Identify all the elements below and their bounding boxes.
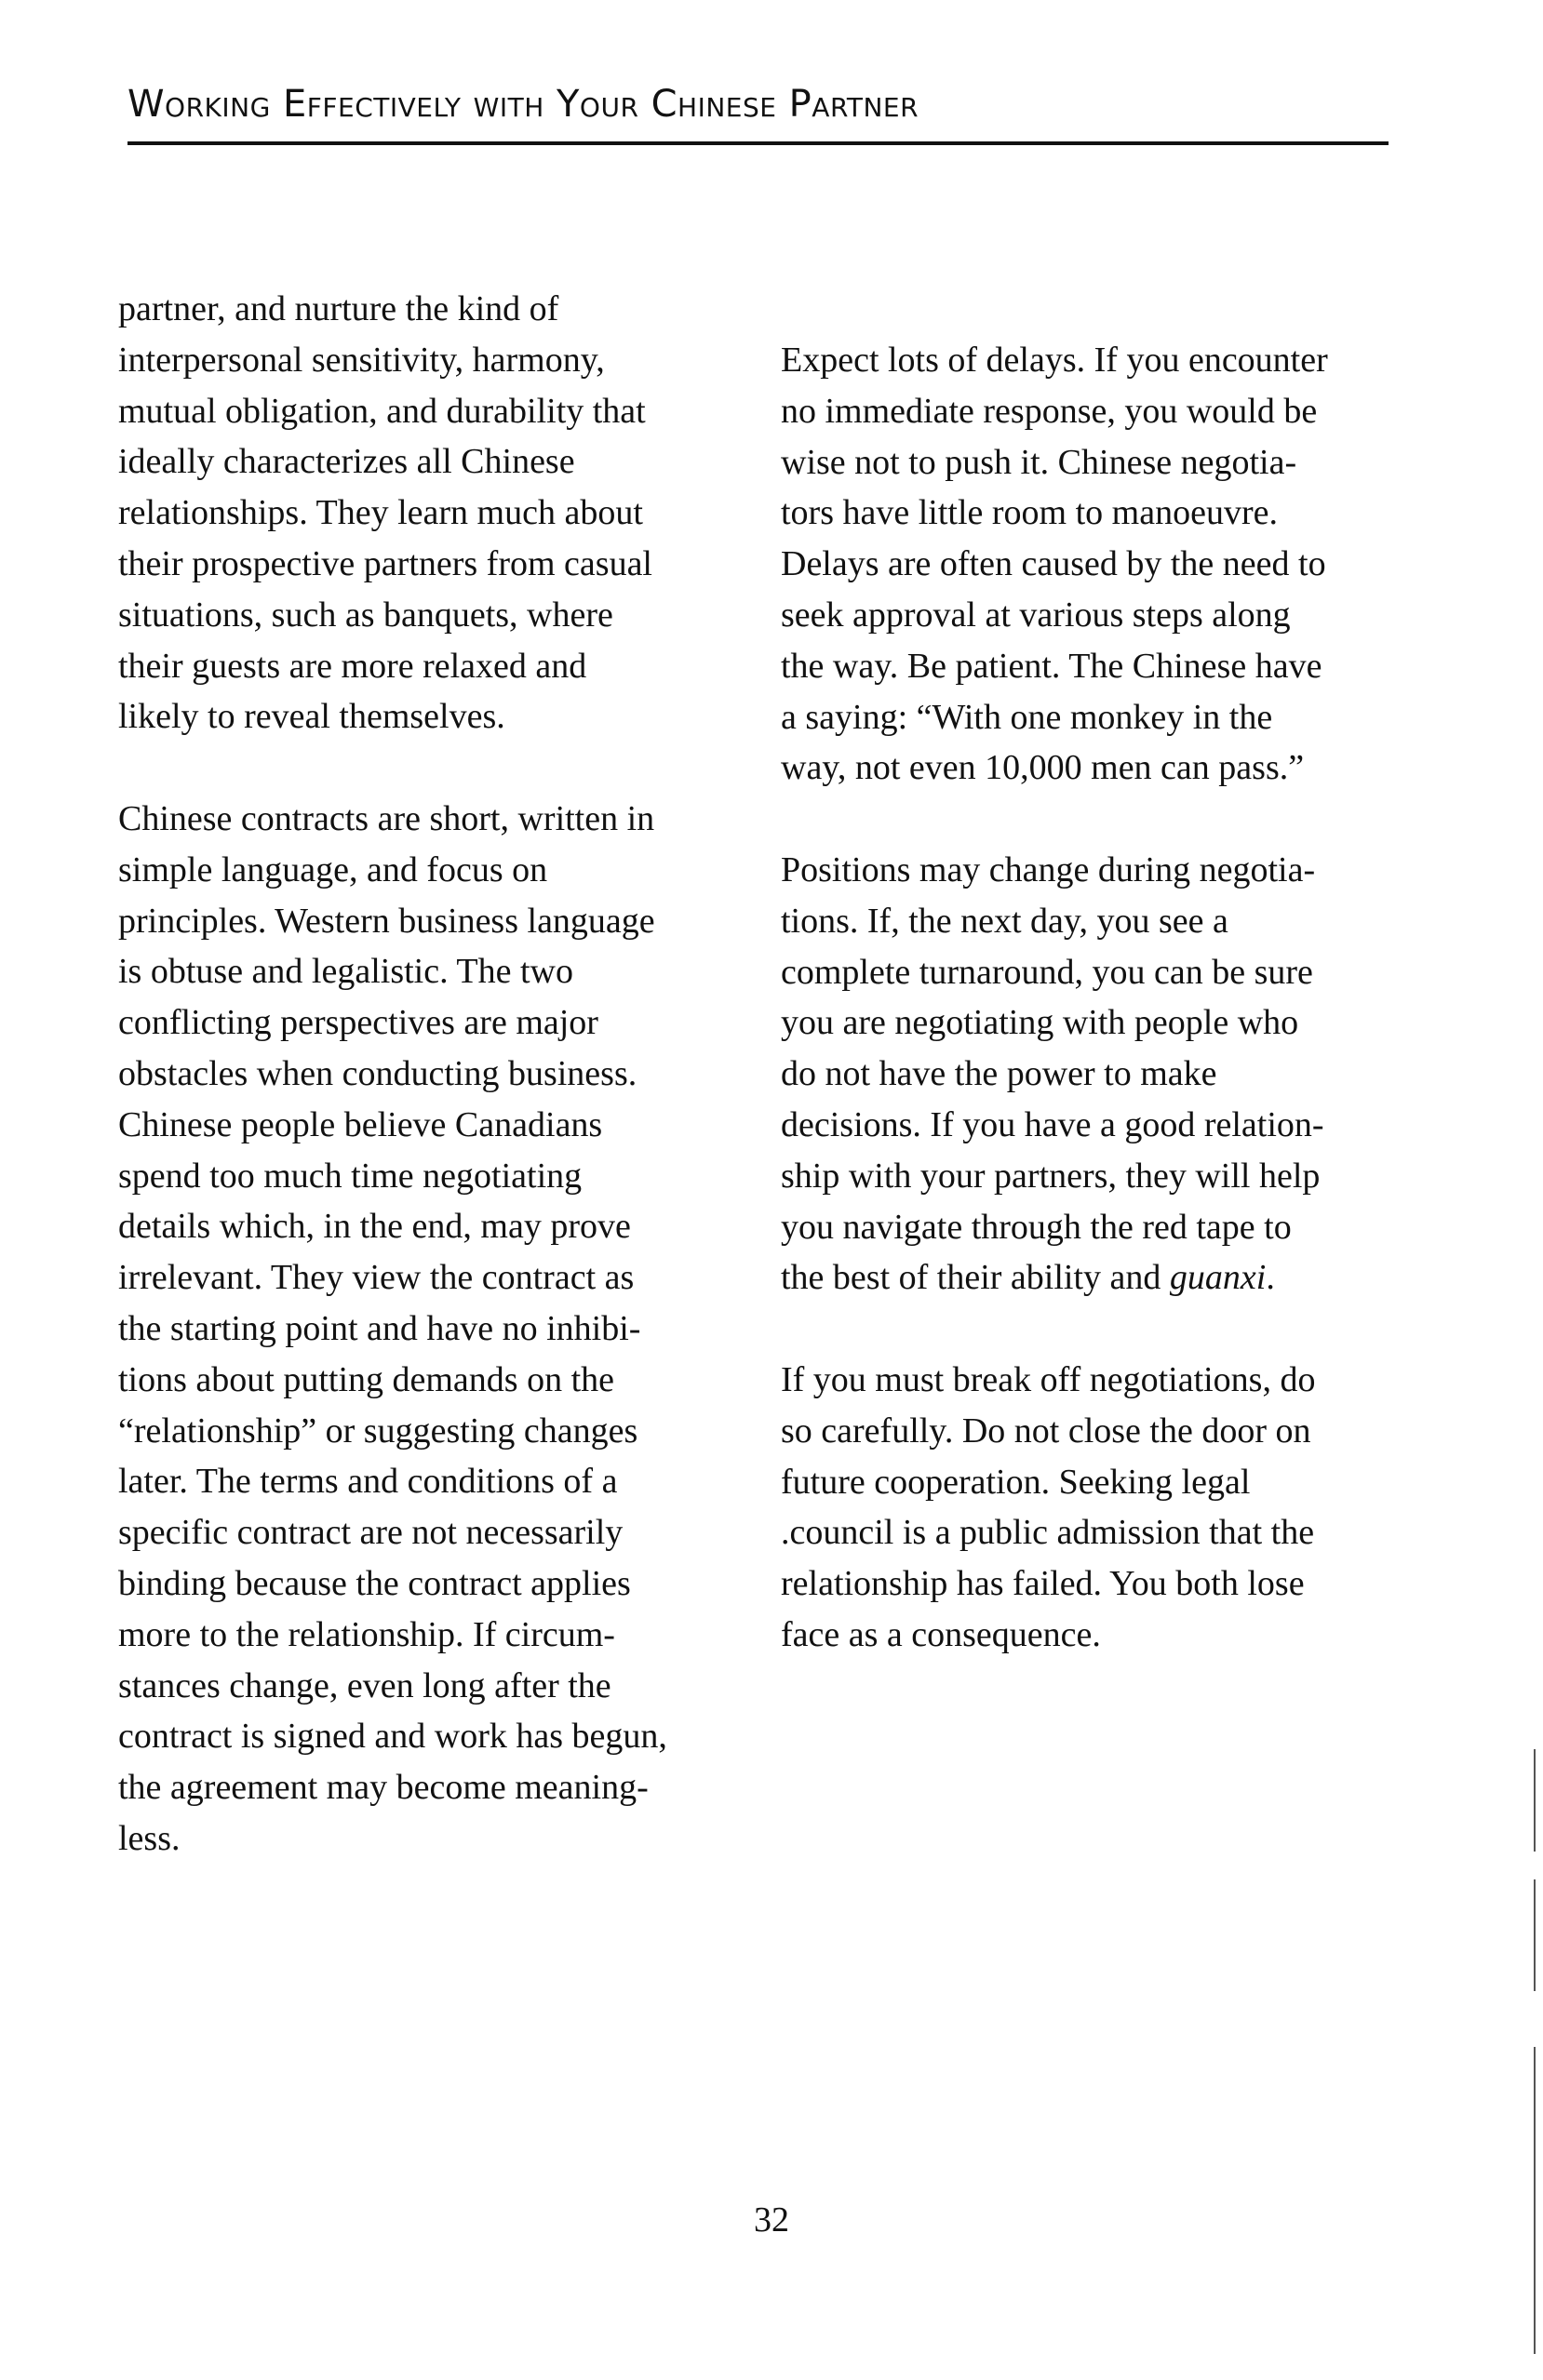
header-rule [127, 141, 1389, 145]
text-line: Expect lots of delays. If you encounter [781, 341, 1328, 380]
text-line: seek approval at various steps along [781, 595, 1291, 635]
text-line: mutual obligation, and durability that [118, 391, 646, 431]
text-line: tions about putting demands on the [118, 1359, 615, 1399]
text-line: face as a consequence. [781, 1614, 1101, 1654]
text-line: way, not even 10,000 men can pass.” [781, 748, 1305, 788]
text-line: complete turnaround, you can be sure [781, 952, 1313, 992]
text-line: tions. If, the next day, you see a [781, 901, 1228, 941]
text-line: no immediate response, you would be [781, 391, 1318, 431]
text-line: a saying: “With one monkey in the [781, 697, 1273, 737]
text-line: so carefully. Do not close the door on [781, 1411, 1311, 1451]
text-line: relationship has failed. You both lose [781, 1564, 1305, 1604]
text-line: Chinese people believe Canadians [118, 1104, 603, 1144]
text-line: irrelevant. They view the contract as [118, 1258, 635, 1298]
text-line: If you must break off negotiations, do [781, 1359, 1316, 1399]
text-line: wise not to push it. Chinese negotia- [781, 442, 1297, 482]
text-line: contract is signed and work has begun, [118, 1717, 667, 1757]
text-line: you are negotiating with people who [781, 1003, 1299, 1043]
running-header: Working Effectively with Your Chinese Partner [127, 83, 919, 126]
italic-term-guanxi: guanxi [1169, 1258, 1267, 1298]
text-line: stances change, even long after the [118, 1665, 611, 1705]
text-line: details which, in the end, may prove [118, 1207, 631, 1247]
text-line: Chinese contracts are short, written in [118, 798, 655, 838]
text-line: partner, and nurture the kind of [118, 289, 559, 328]
text-line: conflicting perspectives are major [118, 1003, 598, 1043]
text-line: specific contract are not necessarily [118, 1513, 624, 1553]
text-line: the way. Be patient. The Chinese have [781, 646, 1322, 686]
paragraph [781, 845, 1386, 1304]
right-column [781, 335, 1386, 1712]
text-line: principles. Western business language [118, 901, 655, 941]
text-line: obstacles when conducting business. [118, 1053, 637, 1093]
text-line: later. The terms and conditions of a [118, 1462, 618, 1502]
text-line: decisions. If you have a good relation- [781, 1104, 1324, 1144]
scan-edge-mark [1534, 2047, 1536, 2354]
text-line: relationships. They learn much about [118, 493, 643, 533]
text-line: .council is a public admission that the [781, 1513, 1315, 1553]
text-line [781, 1252, 1386, 1304]
text-line: you navigate through the red tape to [781, 1207, 1292, 1247]
text-line: future cooperation. Seeking legal [781, 1462, 1251, 1502]
scan-edge-mark [1534, 1749, 1536, 1852]
left-column [118, 284, 723, 1916]
text-line: do not have the power to make [781, 1054, 1217, 1094]
text-line: their prospective partners from casual [118, 543, 652, 583]
paragraph [118, 794, 723, 1865]
scan-edge-mark [1534, 1879, 1536, 1991]
text-segment: . [1266, 1258, 1275, 1298]
text-line: is obtuse and legalistic. The two [118, 952, 573, 992]
text-line: simple language, and focus on [118, 849, 548, 889]
paragraph [781, 1355, 1386, 1661]
text-line: Delays are often caused by the need to [781, 544, 1326, 584]
text-line: interpersonal sensitivity, harmony, [118, 340, 605, 380]
text-line: less. [118, 1818, 181, 1858]
text-line: the starting point and have no inhibi- [118, 1308, 641, 1348]
text-line: Positions may change during negotia- [781, 849, 1316, 889]
text-line: the agreement may become meaning- [118, 1768, 649, 1808]
text-line: ship with your partners, they will help [781, 1156, 1321, 1196]
text-line: ideally characterizes all Chinese [118, 442, 575, 482]
text-line: likely to reveal themselves. [118, 697, 505, 737]
text-line: binding because the contract applies [118, 1563, 631, 1603]
text-line: tors have little room to manoeuvre. [781, 493, 1278, 533]
text-line: more to the relationship. If circum- [118, 1614, 615, 1654]
text-line: their guests are more relaxed and [118, 646, 587, 686]
text-line: situations, such as banquets, where [118, 595, 613, 635]
text-line: spend too much time negotiating [118, 1156, 583, 1196]
text-line: “relationship” or suggesting changes [118, 1411, 638, 1451]
paragraph [781, 335, 1386, 794]
paragraph [118, 284, 723, 742]
page-number: 32 [754, 2200, 789, 2240]
text-segment: the best of their ability and [781, 1258, 1170, 1298]
